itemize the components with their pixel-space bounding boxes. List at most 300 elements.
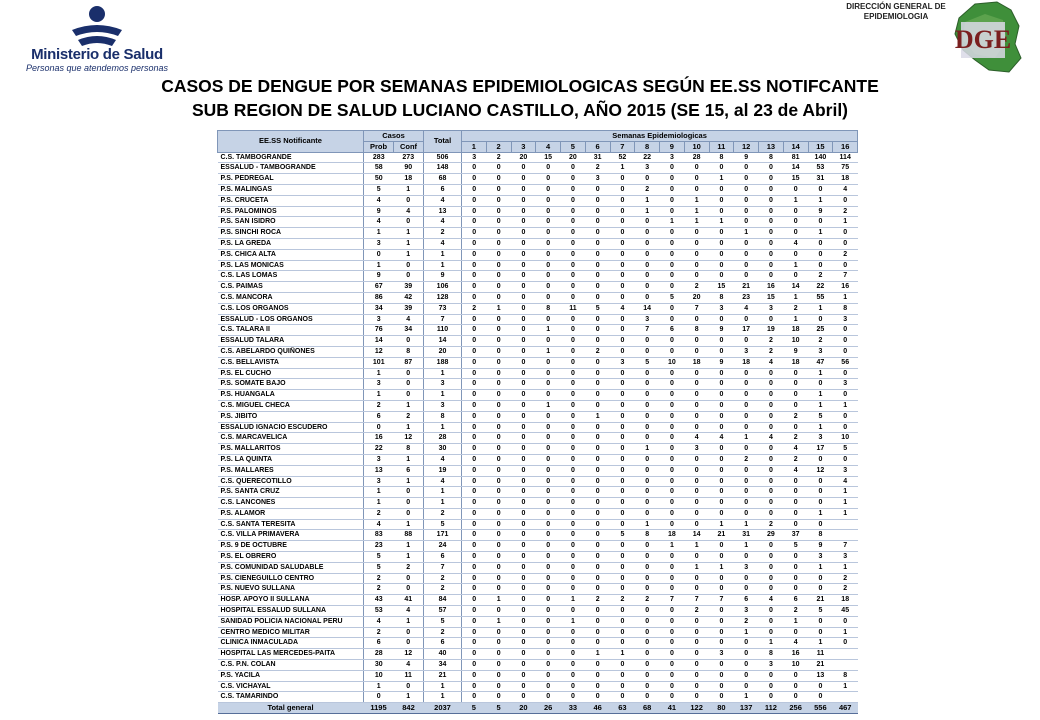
week-value: 0 xyxy=(684,454,709,465)
week-value: 0 xyxy=(585,184,610,195)
week-value: 0 xyxy=(486,498,511,509)
week-value: 2 xyxy=(833,584,858,595)
week-value: 0 xyxy=(462,379,487,390)
week-value: 0 xyxy=(462,292,487,303)
week-value: 0 xyxy=(709,249,734,260)
cases-total: 1 xyxy=(424,260,462,271)
week-value: 0 xyxy=(585,627,610,638)
cases-conf: 34 xyxy=(394,325,424,336)
week-value: 122 xyxy=(684,703,709,714)
cases-conf: 87 xyxy=(394,357,424,368)
week-value: 1 xyxy=(486,616,511,627)
week-value: 1 xyxy=(660,217,685,228)
week-value: 0 xyxy=(536,519,561,530)
week-value: 0 xyxy=(585,228,610,239)
week-value: 47 xyxy=(808,357,833,368)
cases-prob: 28 xyxy=(364,649,394,660)
week-value: 0 xyxy=(635,660,660,671)
week-value: 0 xyxy=(585,681,610,692)
week-value: 0 xyxy=(610,562,635,573)
week-value: 2 xyxy=(783,433,808,444)
week-value: 0 xyxy=(783,562,808,573)
week-value: 0 xyxy=(709,379,734,390)
week-value: 0 xyxy=(585,476,610,487)
week-value: 0 xyxy=(709,206,734,217)
establishment-name: P.S. CRUCETA xyxy=(218,195,364,206)
week-value: 1 xyxy=(783,260,808,271)
table-row xyxy=(218,379,858,390)
week-value: 0 xyxy=(759,238,784,249)
week-value: 0 xyxy=(759,195,784,206)
week-value: 0 xyxy=(536,616,561,627)
week-value: 0 xyxy=(561,422,586,433)
week-value: 0 xyxy=(462,174,487,185)
cases-prob: 10 xyxy=(364,670,394,681)
week-value: 0 xyxy=(734,314,759,325)
week-value: 0 xyxy=(709,627,734,638)
week-value: 0 xyxy=(684,627,709,638)
week-value: 1 xyxy=(684,195,709,206)
week-value: 45 xyxy=(833,606,858,617)
week-value: 0 xyxy=(783,476,808,487)
week-value: 0 xyxy=(808,519,833,530)
establishment-name: P.S. NUEVO SULLANA xyxy=(218,584,364,595)
week-value: 0 xyxy=(585,530,610,541)
week-value: 4 xyxy=(783,444,808,455)
week-value: 0 xyxy=(684,508,709,519)
cases-prob: 5 xyxy=(364,184,394,195)
dge-logo xyxy=(945,0,1025,76)
week-value: 0 xyxy=(486,422,511,433)
week-value: 0 xyxy=(783,670,808,681)
week-value: 0 xyxy=(511,303,536,314)
week-value: 1 xyxy=(734,627,759,638)
week-value: 1 xyxy=(585,411,610,422)
week-value: 0 xyxy=(783,508,808,519)
week-value: 0 xyxy=(808,476,833,487)
week-value: 0 xyxy=(635,174,660,185)
page-title xyxy=(0,74,1040,122)
week-value: 0 xyxy=(759,498,784,509)
week-value: 5 xyxy=(783,541,808,552)
week-value: 1 xyxy=(486,303,511,314)
week-value: 0 xyxy=(585,368,610,379)
week-value: 256 xyxy=(783,703,808,714)
week-value: 5 xyxy=(833,444,858,455)
week-value: 0 xyxy=(734,444,759,455)
week-value: 0 xyxy=(462,476,487,487)
week-value: 1 xyxy=(734,228,759,239)
cases-total: 4 xyxy=(424,476,462,487)
cases-prob: 3 xyxy=(364,476,394,487)
establishment-name: P.S. SOMATE BAJO xyxy=(218,379,364,390)
week-value: 0 xyxy=(709,584,734,595)
week-value: 0 xyxy=(585,357,610,368)
cases-total: 148 xyxy=(424,163,462,174)
week-value: 0 xyxy=(833,195,858,206)
week-value: 0 xyxy=(610,681,635,692)
table-row xyxy=(218,249,858,260)
week-value: 4 xyxy=(759,433,784,444)
week-value: 22 xyxy=(808,282,833,293)
week-value: 0 xyxy=(660,368,685,379)
cases-conf: 39 xyxy=(394,282,424,293)
table-row xyxy=(218,681,858,692)
week-value: 10 xyxy=(783,660,808,671)
week-value: 0 xyxy=(808,314,833,325)
week-value: 0 xyxy=(635,606,660,617)
week-value: 0 xyxy=(610,444,635,455)
week-value: 0 xyxy=(610,487,635,498)
table-row xyxy=(218,390,858,401)
week-value: 0 xyxy=(635,422,660,433)
week-value: 0 xyxy=(759,249,784,260)
cases-total: 106 xyxy=(424,282,462,293)
week-value: 2 xyxy=(783,411,808,422)
week-value: 0 xyxy=(486,433,511,444)
week-value: 2 xyxy=(783,303,808,314)
week-value: 20 xyxy=(561,152,586,163)
cases-prob: 53 xyxy=(364,606,394,617)
week-value: 0 xyxy=(536,638,561,649)
week-value: 1 xyxy=(635,195,660,206)
week-value: 5 xyxy=(808,606,833,617)
week-value: 3 xyxy=(684,444,709,455)
week-value: 31 xyxy=(808,174,833,185)
week-value: 0 xyxy=(511,433,536,444)
week-value: 0 xyxy=(561,400,586,411)
week-value: 0 xyxy=(536,282,561,293)
cases-prob: 43 xyxy=(364,595,394,606)
week-value: 18 xyxy=(684,357,709,368)
week-value xyxy=(833,660,858,671)
week-value: 0 xyxy=(684,670,709,681)
cases-total: 1 xyxy=(424,368,462,379)
week-value: 0 xyxy=(783,217,808,228)
week-value: 3 xyxy=(635,163,660,174)
week-value: 14 xyxy=(783,163,808,174)
week-value: 18 xyxy=(833,174,858,185)
week-value: 0 xyxy=(511,573,536,584)
week-value: 2 xyxy=(585,595,610,606)
table-row xyxy=(218,606,858,617)
table-row xyxy=(218,346,858,357)
week-value: 0 xyxy=(561,562,586,573)
week-value: 0 xyxy=(833,346,858,357)
week-value: 14 xyxy=(635,303,660,314)
week-value: 0 xyxy=(536,206,561,217)
week-value: 0 xyxy=(610,184,635,195)
week-value: 0 xyxy=(635,584,660,595)
week-value: 1 xyxy=(783,616,808,627)
week-value: 114 xyxy=(833,152,858,163)
week-value: 37 xyxy=(783,530,808,541)
cases-total: 19 xyxy=(424,465,462,476)
week-value: 0 xyxy=(759,422,784,433)
establishment-name: P.S. 9 DE OCTUBRE xyxy=(218,541,364,552)
week-value: 0 xyxy=(734,184,759,195)
week-value: 0 xyxy=(536,487,561,498)
week-value: 0 xyxy=(511,422,536,433)
week-value: 10 xyxy=(660,357,685,368)
cases-total: 1 xyxy=(424,390,462,401)
week-value: 0 xyxy=(486,346,511,357)
table-row xyxy=(218,541,858,552)
week-value: 0 xyxy=(833,368,858,379)
cases-total: 73 xyxy=(424,303,462,314)
week-value: 4 xyxy=(734,303,759,314)
week-value: 0 xyxy=(660,184,685,195)
cases-total: 5 xyxy=(424,519,462,530)
week-value: 0 xyxy=(684,649,709,660)
week-value: 0 xyxy=(808,498,833,509)
week-value: 0 xyxy=(486,184,511,195)
table-row xyxy=(218,422,858,433)
table-row xyxy=(218,465,858,476)
week-value: 0 xyxy=(561,163,586,174)
week-value: 1 xyxy=(561,595,586,606)
establishment-name: C.S. LOS ORGANOS xyxy=(218,303,364,314)
week-value: 21 xyxy=(808,595,833,606)
week-value: 0 xyxy=(759,541,784,552)
cases-prob: 83 xyxy=(364,530,394,541)
week-value: 10 xyxy=(833,433,858,444)
week-value: 0 xyxy=(462,346,487,357)
week-value: 0 xyxy=(709,552,734,563)
week-value: 0 xyxy=(486,454,511,465)
cases-conf: 1 xyxy=(394,249,424,260)
week-value: 0 xyxy=(585,292,610,303)
week-value: 0 xyxy=(536,552,561,563)
week-value: 0 xyxy=(536,271,561,282)
week-value: 0 xyxy=(734,508,759,519)
week-value: 0 xyxy=(462,314,487,325)
cases-prob: 86 xyxy=(364,292,394,303)
week-value: 56 xyxy=(833,357,858,368)
cases-prob: 0 xyxy=(364,422,394,433)
establishment-name: P.S. PEDREGAL xyxy=(218,174,364,185)
week-value: 19 xyxy=(759,325,784,336)
week-value: 0 xyxy=(759,465,784,476)
cases-total: 1 xyxy=(424,692,462,703)
cases-conf: 0 xyxy=(394,584,424,595)
week-value: 0 xyxy=(486,368,511,379)
week-value: 0 xyxy=(833,411,858,422)
cases-prob: 1195 xyxy=(364,703,394,714)
week-value: 0 xyxy=(660,476,685,487)
table-row xyxy=(218,670,858,681)
table-row xyxy=(218,184,858,195)
table-row xyxy=(218,476,858,487)
week-value: 0 xyxy=(536,260,561,271)
week-value: 7 xyxy=(684,303,709,314)
establishment-name: C.S. PAIMAS xyxy=(218,282,364,293)
week-value: 0 xyxy=(462,357,487,368)
week-value: 0 xyxy=(635,498,660,509)
week-value: 0 xyxy=(783,627,808,638)
week-value: 0 xyxy=(734,379,759,390)
cases-prob: 1 xyxy=(364,260,394,271)
week-value: 0 xyxy=(511,282,536,293)
week-value: 0 xyxy=(511,174,536,185)
week-value: 0 xyxy=(561,411,586,422)
week-value: 1 xyxy=(660,541,685,552)
week-value: 9 xyxy=(783,346,808,357)
week-value: 0 xyxy=(486,174,511,185)
week-value: 0 xyxy=(635,282,660,293)
week-value: 1 xyxy=(759,638,784,649)
cases-conf: 273 xyxy=(394,152,424,163)
cases-conf: 4 xyxy=(394,660,424,671)
header-week-5: 5 xyxy=(561,141,586,152)
week-value: 55 xyxy=(808,292,833,303)
week-value: 8 xyxy=(759,649,784,660)
week-value: 1 xyxy=(709,174,734,185)
week-value: 0 xyxy=(635,346,660,357)
week-value: 0 xyxy=(635,292,660,303)
week-value: 0 xyxy=(511,249,536,260)
table-row xyxy=(218,303,858,314)
week-value: 0 xyxy=(486,238,511,249)
week-value: 18 xyxy=(734,357,759,368)
week-value: 52 xyxy=(610,152,635,163)
week-value: 0 xyxy=(561,519,586,530)
week-value: 0 xyxy=(660,336,685,347)
week-value: 112 xyxy=(759,703,784,714)
week-value: 0 xyxy=(660,465,685,476)
cases-prob: 4 xyxy=(364,616,394,627)
header-week-4: 4 xyxy=(536,141,561,152)
week-value: 3 xyxy=(709,649,734,660)
week-value: 1 xyxy=(783,314,808,325)
week-value: 3 xyxy=(833,379,858,390)
cases-table xyxy=(217,130,858,714)
week-value: 0 xyxy=(536,390,561,401)
week-value: 0 xyxy=(486,163,511,174)
week-value: 0 xyxy=(684,498,709,509)
week-value: 0 xyxy=(610,476,635,487)
week-value: 0 xyxy=(511,649,536,660)
week-value: 0 xyxy=(610,584,635,595)
week-value: 0 xyxy=(684,228,709,239)
week-value: 1 xyxy=(833,681,858,692)
week-value: 2 xyxy=(462,303,487,314)
week-value: 0 xyxy=(759,670,784,681)
cases-prob: 50 xyxy=(364,174,394,185)
table-row xyxy=(218,530,858,541)
week-value: 0 xyxy=(511,314,536,325)
week-value: 0 xyxy=(734,660,759,671)
week-value: 0 xyxy=(734,465,759,476)
header-cases: Casos xyxy=(364,131,424,142)
cases-prob: 34 xyxy=(364,303,394,314)
week-value: 0 xyxy=(610,616,635,627)
week-value: 0 xyxy=(783,487,808,498)
establishment-name: P.S. CHICA ALTA xyxy=(218,249,364,260)
week-value: 0 xyxy=(759,454,784,465)
week-value: 0 xyxy=(635,465,660,476)
week-value: 0 xyxy=(536,649,561,660)
week-value: 0 xyxy=(511,681,536,692)
week-value: 1 xyxy=(783,195,808,206)
week-value: 0 xyxy=(561,498,586,509)
header-week-11: 11 xyxy=(709,141,734,152)
week-value: 0 xyxy=(610,271,635,282)
week-value: 0 xyxy=(808,184,833,195)
week-value: 0 xyxy=(511,400,536,411)
cases-total: 34 xyxy=(424,660,462,671)
week-value: 0 xyxy=(635,508,660,519)
week-value: 1 xyxy=(808,195,833,206)
week-value: 0 xyxy=(610,411,635,422)
week-value: 3 xyxy=(833,465,858,476)
week-value: 9 xyxy=(808,206,833,217)
cases-total: 4 xyxy=(424,454,462,465)
header-week-10: 10 xyxy=(684,141,709,152)
cases-total: 3 xyxy=(424,379,462,390)
week-value: 11 xyxy=(808,649,833,660)
cases-prob: 101 xyxy=(364,357,394,368)
week-value: 5 xyxy=(462,703,487,714)
week-value: 0 xyxy=(536,184,561,195)
week-value: 3 xyxy=(808,433,833,444)
week-value: 2 xyxy=(783,454,808,465)
week-value: 0 xyxy=(536,368,561,379)
week-value: 0 xyxy=(486,249,511,260)
cases-total: 2 xyxy=(424,584,462,595)
week-value: 0 xyxy=(709,476,734,487)
week-value: 4 xyxy=(709,433,734,444)
establishment-name: P.S. SAN ISIDRO xyxy=(218,217,364,228)
week-value: 0 xyxy=(759,314,784,325)
cases-conf: 2 xyxy=(394,411,424,422)
week-value: 0 xyxy=(585,336,610,347)
week-value: 9 xyxy=(709,357,734,368)
week-value: 8 xyxy=(709,292,734,303)
establishment-name: C.S. SANTA TERESITA xyxy=(218,519,364,530)
week-value: 0 xyxy=(486,336,511,347)
cases-total: 14 xyxy=(424,336,462,347)
week-value: 0 xyxy=(486,627,511,638)
week-value: 0 xyxy=(511,184,536,195)
week-value: 18 xyxy=(660,530,685,541)
week-value: 0 xyxy=(610,660,635,671)
week-value: 33 xyxy=(561,703,586,714)
table-row xyxy=(218,519,858,530)
week-value: 0 xyxy=(759,228,784,239)
week-value: 0 xyxy=(709,541,734,552)
week-value: 0 xyxy=(709,498,734,509)
week-value: 0 xyxy=(734,422,759,433)
week-value: 0 xyxy=(486,552,511,563)
week-value: 0 xyxy=(585,454,610,465)
week-value: 18 xyxy=(783,357,808,368)
week-value: 0 xyxy=(585,498,610,509)
week-value: 0 xyxy=(561,379,586,390)
week-value: 0 xyxy=(709,465,734,476)
title-line-2: SUB REGION DE SALUD LUCIANO CASTILLO, AÑO 2015 (SE 15, al 23 de Abril) xyxy=(191,100,849,120)
week-value: 0 xyxy=(684,519,709,530)
cases-total: 7 xyxy=(424,562,462,573)
week-value: 0 xyxy=(486,271,511,282)
week-value: 0 xyxy=(585,390,610,401)
week-value: 1 xyxy=(635,519,660,530)
establishment-name: P.S. PALOMINOS xyxy=(218,206,364,217)
week-value xyxy=(833,649,858,660)
week-value: 0 xyxy=(783,692,808,703)
week-value: 0 xyxy=(486,573,511,584)
week-value: 0 xyxy=(660,444,685,455)
